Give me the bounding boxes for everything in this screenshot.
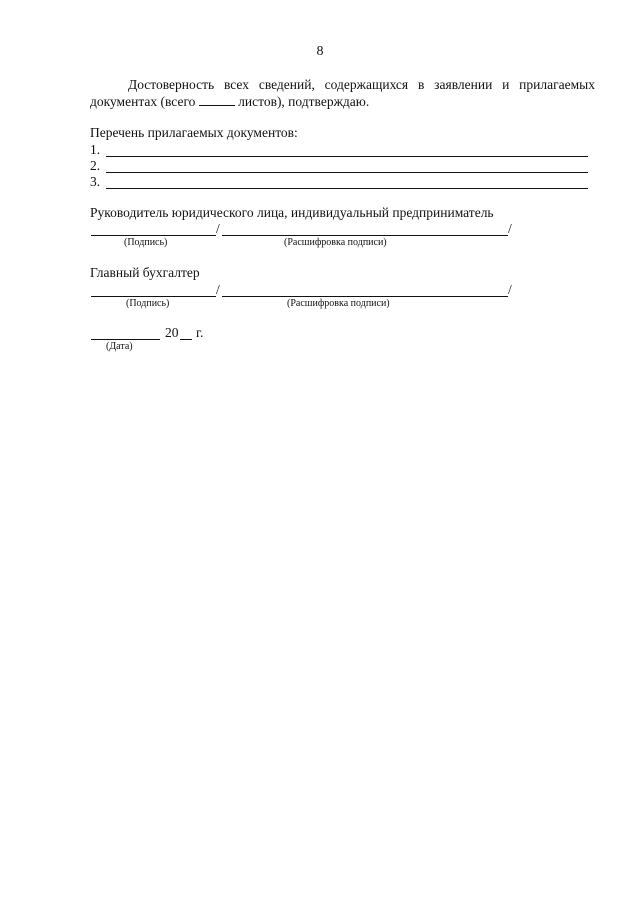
sheet-count-field[interactable] (199, 93, 235, 106)
date-day-month-line[interactable] (91, 339, 160, 340)
confirmation-line-1: Достоверность всех сведений, содержащихся в заявлении и прилагаемых (128, 77, 595, 92)
confirmation-line-2 (90, 93, 595, 110)
accountant-title: Главный бухгалтер (90, 265, 200, 280)
attachment-number-2: 2. (90, 158, 101, 173)
attachments-heading: Перечень прилагаемых документов: (90, 125, 298, 140)
attachment-line-2[interactable] (106, 172, 588, 173)
attachment-line-1[interactable] (106, 156, 588, 157)
head-decode-line[interactable] (222, 235, 508, 236)
accountant-slash-left: / (216, 282, 220, 297)
page-number: 8 (316, 44, 324, 59)
head-slash-right: / (508, 221, 512, 236)
attachment-number-1: 1. (90, 142, 101, 157)
attachment-number-3: 3. (90, 174, 101, 189)
head-decode-caption: (Расшифровка подписи) (284, 237, 387, 248)
date-year-prefix: 20 (165, 325, 179, 340)
date-year-line[interactable] (180, 339, 192, 340)
date-year-suffix: г. (196, 325, 204, 340)
confirmation-paragraph (90, 76, 595, 110)
accountant-signature-line[interactable] (91, 296, 216, 297)
accountant-decode-caption: (Расшифровка подписи) (287, 298, 390, 309)
head-signature-line[interactable] (91, 235, 216, 236)
head-sign-caption: (Подпись) (124, 237, 168, 248)
date-caption: (Дата) (106, 341, 133, 352)
confirmation-before: документах (всего (90, 94, 196, 109)
accountant-sign-caption: (Подпись) (126, 298, 170, 309)
accountant-slash-right: / (508, 282, 512, 297)
head-slash-left: / (216, 221, 220, 236)
confirmation-after: листов), подтверждаю. (238, 94, 370, 109)
accountant-decode-line[interactable] (222, 296, 508, 297)
attachment-line-3[interactable] (106, 188, 588, 189)
head-title: Руководитель юридического лица, индивидуальный предприниматель (90, 205, 494, 220)
